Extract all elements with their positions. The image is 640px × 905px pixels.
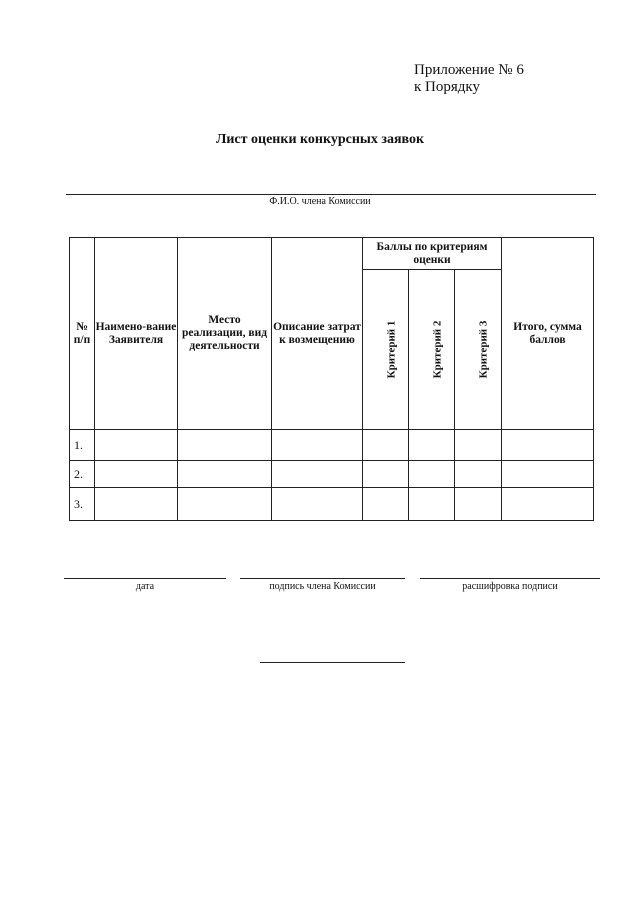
table-cell <box>409 461 455 488</box>
table-cell <box>409 488 455 521</box>
table-row <box>70 461 594 488</box>
table-cell <box>502 430 594 461</box>
fio-caption: Ф.И.О. члена Комиссии <box>269 196 371 207</box>
appendix-procedure: к Порядку <box>414 79 480 95</box>
table-cell <box>178 461 272 488</box>
table-row <box>70 430 594 461</box>
table-cell <box>502 461 594 488</box>
decoding-caption: расшифровка подписи <box>462 581 558 592</box>
table-cell <box>363 430 409 461</box>
table-cell <box>272 488 363 521</box>
criterion-2-label: Критерий 2 <box>431 320 444 379</box>
table-cell <box>502 488 594 521</box>
document-title: Лист оценки конкурсных заявок <box>215 132 425 147</box>
header-criterion-1 <box>363 270 409 430</box>
header-number: № п/п <box>70 238 95 430</box>
fio-signature-line <box>66 194 596 195</box>
date-line <box>64 578 226 579</box>
date-caption: дата <box>135 581 155 592</box>
table-cell <box>363 488 409 521</box>
table-cell <box>455 488 502 521</box>
decoding-line <box>420 578 600 579</box>
table-cell <box>95 461 178 488</box>
table-cell <box>95 430 178 461</box>
signature-line <box>240 578 405 579</box>
table-cell <box>272 430 363 461</box>
header-cost-description: Описание затрат к возмещению <box>272 238 363 430</box>
criterion-1-label: Критерий 1 <box>385 320 398 379</box>
table-cell <box>178 430 272 461</box>
criterion-3-label: Критерий 3 <box>477 320 490 379</box>
header-total-score: Итого, сумма баллов <box>502 238 594 430</box>
header-applicant-name: Наимено-вание Заявителя <box>95 238 178 430</box>
table-cell <box>409 430 455 461</box>
bottom-divider-line <box>260 662 405 663</box>
evaluation-table <box>69 237 594 521</box>
header-criterion-2 <box>409 270 455 430</box>
table-row <box>70 488 594 521</box>
signature-caption: подпись члена Комиссии <box>269 581 376 592</box>
table-cell <box>95 488 178 521</box>
row-number: 1. <box>70 430 95 461</box>
table-cell <box>272 461 363 488</box>
row-number: 2. <box>70 461 95 488</box>
table-cell <box>178 488 272 521</box>
header-place-activity: Место реализации, вид деятельности <box>178 238 272 430</box>
appendix-number: Приложение № 6 <box>414 62 524 78</box>
table-cell <box>455 461 502 488</box>
appendix-reference <box>414 62 524 96</box>
table-cell <box>455 430 502 461</box>
table-cell <box>363 461 409 488</box>
row-number: 3. <box>70 488 95 521</box>
header-criterion-3 <box>455 270 502 430</box>
header-scores-group: Баллы по критериям оценки <box>363 238 502 270</box>
